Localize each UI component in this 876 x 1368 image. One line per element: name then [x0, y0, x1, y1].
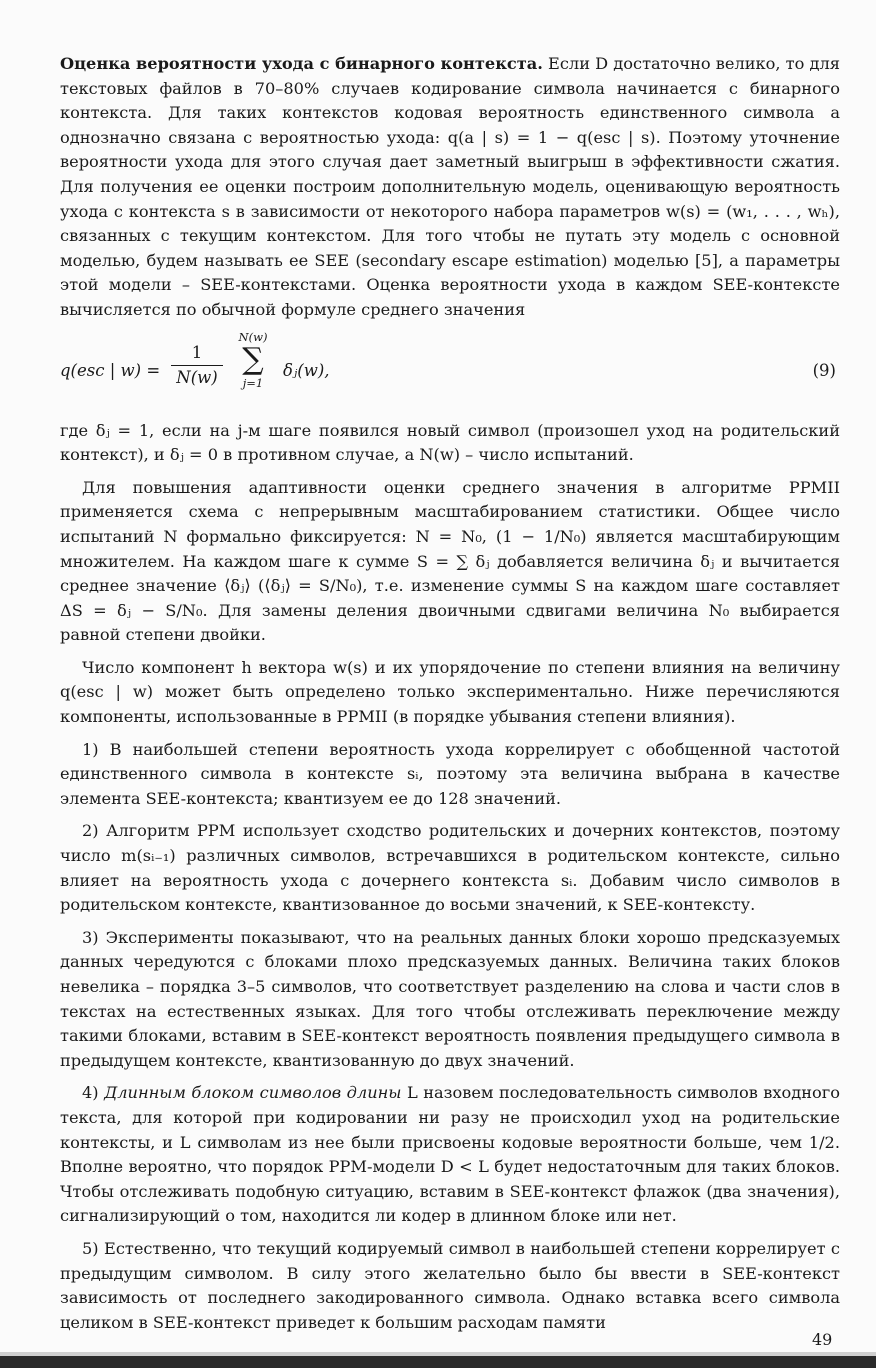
item4-number: 4) [82, 1083, 105, 1103]
list-item-1: 1) В наибольшей степени вероятность ухода коррелирует с обобщенной частотой единственного символа в контексте sᵢ, поэтому эта величина выбрана в качестве элемента SEE-контекста; квантизуем ее до 128 значений. [60, 739, 840, 808]
paragraph-text: Если D достаточно велико, то для текстовых файлов в 70–80% случаев кодирование символа начинается с бинарного контекста. Для таких контекстов кодовая вероятность единственного символа a однозначно связана с вероятностью ухода: q(a | s) = 1 − q(esc | s). Поэтому уточнение вероятности ухода для этого случая дает заметный выигрыш в эффективности сжатия. Для получения ее оценки построим дополнительную модель, оценивающую вероятность ухода с контекста s в зависимости от некоторого набора параметров w(s) = (w₁, . . . , wₕ), связанных с текущим контекстом. Для того чтобы не путать эту модель с основной моделью, будем называть ее SEE (secondary escape estimation) моделью [5], а параметры этой модели – SEE-контекстами. Оценка вероятности ухода в каждом SEE-контексте вычисляется по обычной формуле среднего значения [60, 54, 840, 319]
sum-sign: ∑ [242, 341, 264, 377]
equation-number: (9) [812, 360, 836, 380]
list-item-4 [60, 1081, 840, 1229]
summand: δⱼ(w), [283, 360, 330, 380]
scan-edge [0, 1356, 876, 1368]
fraction-numerator: 1 [191, 342, 203, 362]
sum-upper-limit: N(w) [238, 329, 268, 344]
item4-text: L назовем последовательность символов входного текста, для которой при кодировании ни разу не происходил уход на родительские контексты, и L символам из нее были присвоены кодовые вероятности больше, чем 1/2. Вполне вероятно, что порядок PPM-модели D < L будет недостаточным для таких блоков. Чтобы отслеживать подобную ситуацию, вставим в SEE-контекст флажок (два значения), сигнализирующий о том, находится ли кодер в длинном блоке или нет. [60, 1083, 841, 1226]
list-item-5: 5) Естественно, что текущий кодируемый символ в наибольшей степени коррелирует с предыдущим символом. В силу этого желательно было бы ввести в SEE-контекст зависимость от последнего закодированного символа. Однако вставка всего символа целиком в SEE-контекст приведет к большим расходам памяти [60, 1238, 840, 1332]
equation-9 [60, 329, 840, 413]
page-number: 49 [812, 1330, 833, 1349]
list-item-2: 2) Алгоритм PPM использует сходство родительских и дочерних контекстов, поэтому число m(sᵢ₋₁) различных символов, встречавшихся в родительском контексте, сильно влияет на вероятность ухода с дочернего контекста sᵢ. Добавим число символов в родительском контексте, квантизованное до восьми значений, к SEE-контексту. [60, 821, 840, 915]
paragraph-scaling: Для повышения адаптивности оценки среднего значения в алгоритме PPMII применяется схема с непрерывным масштабированием статистики. Общее число испытаний N формально фиксируется: N = N₀, (1 − 1/N₀) является масштабирующим множителем. На каждом шаге к сумме S = ∑ δⱼ добавляется величина δⱼ и вычитается среднее значение ⟨δⱼ⟩ (⟨δⱼ⟩ = S/N₀), т.е. изменение суммы S на каждом шаге составляет ΔS = δⱼ − S/N₀. Для замены деления двоичными сдвигами величина N₀ выбирается равной степени двойки. [60, 477, 840, 645]
equation-lhs: q(esc | w) = [60, 360, 161, 380]
text-column [60, 52, 840, 1335]
summation [230, 329, 276, 391]
paragraph-delta-definition: где δⱼ = 1, если на j-м шаге появился новый символ (произошел уход на родительский контекст), и δⱼ = 0 в противном случае, а N(w) – число испытаний. [60, 420, 840, 465]
paragraph-escape-estimation [60, 52, 840, 323]
equation-fraction [171, 343, 223, 388]
paragraph-components: Число компонент h вектора w(s) и их упорядочение по степени влияния на величину q(esc | w) может быть определено только экспериментально. Ниже перечисляются компоненты, использованные в PPMII (в порядке убывания степени влияния). [60, 657, 840, 727]
fraction-denominator: N(w) [176, 367, 218, 387]
fraction-bar [171, 365, 223, 366]
section-heading: Оценка вероятности ухода с бинарного контекста. [60, 54, 543, 73]
defined-term: Длинным блоком символов длины [104, 1083, 402, 1103]
sum-lower-limit: j=1 [242, 375, 264, 390]
list-item-3: 3) Эксперименты показывают, что на реальных данных блоки хорошо предсказуемых данных чередуются с блоками плохо предсказуемых данных. Величина таких блоков невелика – порядка 3–5 символов, что соответствует разделению на слова и части слов в текстах на естественных языках. Для того чтобы отслеживать переключение между такими блоками, вставим в SEE-контекст вероятность появления предыдущего символа в предыдущем контексте, квантизованную до двух значений. [60, 927, 840, 1070]
